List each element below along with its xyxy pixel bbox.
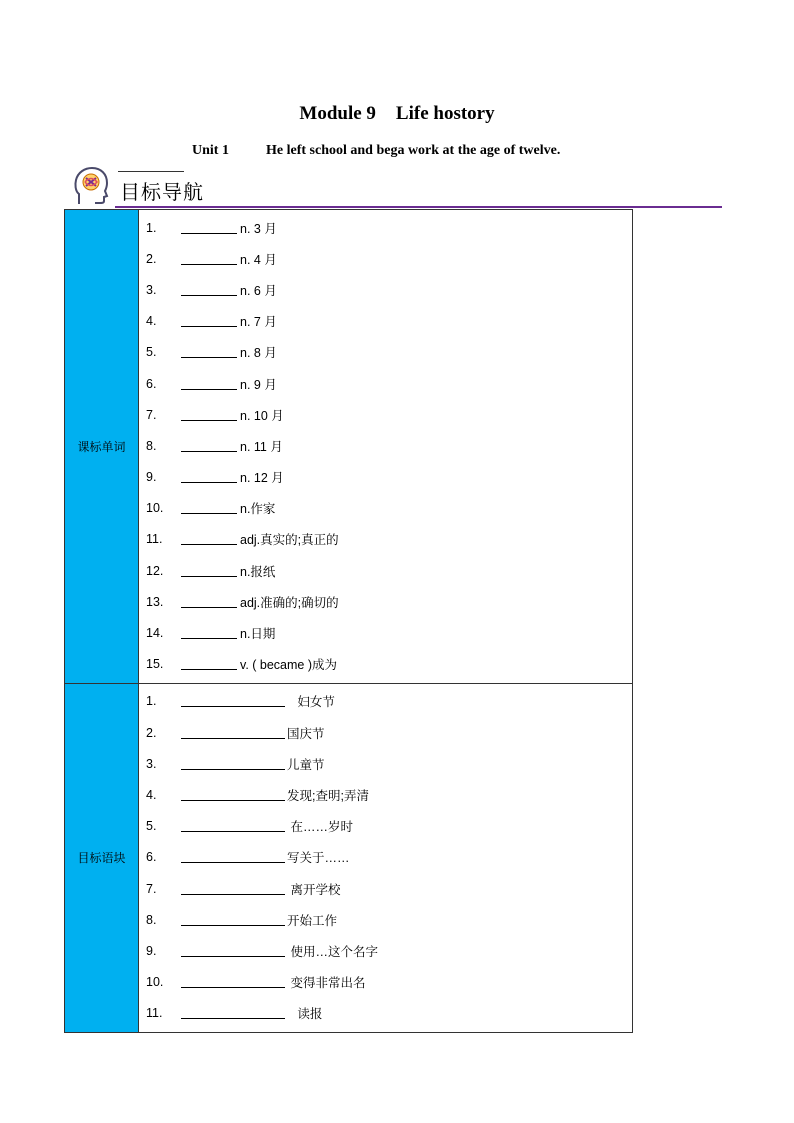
phrase-item [139,935,632,966]
answer-blank[interactable] [181,976,285,988]
phrase-item [139,967,632,998]
item-definition: v. ( became )成为 [240,658,338,673]
item-number: 3. [146,756,157,771]
answer-blank[interactable] [181,695,285,707]
phrase-item [139,686,632,717]
answer-blank[interactable] [181,945,285,957]
word-item [139,243,632,274]
answer-blank[interactable] [181,851,285,863]
item-definition: n. 3 月 [240,221,277,236]
answer-blank[interactable] [181,1007,285,1019]
answer-blank[interactable] [181,315,237,327]
item-number: 1. [146,694,157,709]
heading-rule [115,206,722,208]
item-number: 9. [146,470,157,485]
word-item [139,493,632,524]
item-number: 9. [146,943,157,958]
item-definition: n. 11 月 [240,439,283,454]
answer-blank[interactable] [181,533,237,545]
item-definition: adj.准确的;确切的 [240,595,339,610]
item-definition: 在……岁时 [287,820,353,835]
item-number: 2. [146,251,157,266]
decorative-line [118,171,184,172]
phrases-row [65,683,633,1032]
item-definition: adj.真实的;真正的 [240,533,339,548]
unit-title: He left school and bega work at the age of twelve. [266,143,561,158]
answer-blank[interactable] [181,440,237,452]
words-list [139,210,632,683]
item-number: 1. [146,220,157,235]
answer-blank[interactable] [181,471,237,483]
words-category: 课标单词 [65,210,139,684]
phrase-item [139,811,632,842]
phrase-item [139,779,632,810]
section-heading: 目标导航 [120,180,204,204]
word-item [139,368,632,399]
item-number: 6. [146,850,157,865]
item-definition: 使用…这个名字 [287,944,378,959]
item-definition: 变得非常出名 [287,976,366,991]
answer-blank[interactable] [181,789,285,801]
word-item [139,462,632,493]
title-name: Life hostory [395,103,495,124]
item-number: 4. [146,314,157,329]
item-number: 2. [146,725,157,740]
item-definition: n. 12 月 [240,471,284,486]
answer-blank[interactable] [181,222,237,234]
item-number: 7. [146,881,157,896]
answer-blank[interactable] [181,502,237,514]
item-number: 11. [146,532,163,547]
word-item [139,399,632,430]
item-number: 8. [146,912,157,927]
phrase-item [139,873,632,904]
item-number: 5. [146,345,157,360]
item-number: 12. [146,563,164,578]
word-item [139,212,632,243]
item-definition: n. 7 月 [240,315,277,330]
item-definition: 国庆节 [287,726,325,741]
item-number: 14. [146,626,164,641]
item-definition: 离开学校 [287,882,341,897]
item-number: 6. [146,376,157,391]
item-definition: n. 8 月 [240,346,277,361]
item-definition: n. 10 月 [240,408,284,423]
answer-blank[interactable] [181,758,285,770]
head-brain-icon [73,166,109,206]
item-number: 3. [146,282,157,297]
phrase-item [139,748,632,779]
page-title [0,103,794,125]
item-definition: n. 6 月 [240,283,277,298]
answer-blank[interactable] [181,820,285,832]
words-cell [139,210,633,684]
item-number: 10. [146,501,164,516]
answer-blank[interactable] [181,565,237,577]
phrases-cell [139,683,633,1032]
unit-label: Unit 1 [192,143,229,158]
item-definition: 发现;查明;弄清 [287,788,369,803]
answer-blank[interactable] [181,914,285,926]
answer-blank[interactable] [181,346,237,358]
word-item [139,274,632,305]
word-item [139,586,632,617]
item-definition: n. 4 月 [240,252,277,267]
phrase-item [139,998,632,1029]
answer-blank[interactable] [181,253,237,265]
item-definition: 儿童节 [287,757,325,772]
item-definition: 开始工作 [287,913,338,928]
phrase-item [139,717,632,748]
answer-blank[interactable] [181,596,237,608]
item-number: 15. [146,657,164,672]
word-item [139,430,632,461]
word-item [139,555,632,586]
item-number: 13. [146,594,164,609]
answer-blank[interactable] [181,727,285,739]
unit-subtitle [192,143,560,159]
words-row [65,210,633,684]
item-definition: 读报 [287,1007,323,1022]
item-definition: n.作家 [240,502,276,517]
item-definition: 写关于…… [287,851,350,866]
item-definition: n. 9 月 [240,377,277,392]
word-item [139,337,632,368]
item-number: 8. [146,438,157,453]
word-item [139,649,632,680]
item-number: 11. [146,1006,163,1021]
item-definition: n.日期 [240,627,276,642]
phrase-item [139,904,632,935]
word-item [139,524,632,555]
word-item [139,617,632,648]
answer-blank[interactable] [181,409,237,421]
word-item [139,306,632,337]
answer-blank[interactable] [181,658,237,670]
item-number: 10. [146,975,164,990]
item-number: 7. [146,407,157,422]
item-definition: 妇女节 [287,695,335,710]
phrase-item [139,842,632,873]
phrases-list [139,684,632,1032]
item-number: 5. [146,819,157,834]
answer-blank[interactable] [181,883,285,895]
answer-blank[interactable] [181,378,237,390]
title-module: Module 9 [299,103,376,124]
item-definition: n.报纸 [240,564,276,579]
answer-blank[interactable] [181,284,237,296]
vocabulary-table [64,209,633,1033]
answer-blank[interactable] [181,627,237,639]
phrases-category: 目标语块 [65,683,139,1032]
item-number: 4. [146,787,157,802]
